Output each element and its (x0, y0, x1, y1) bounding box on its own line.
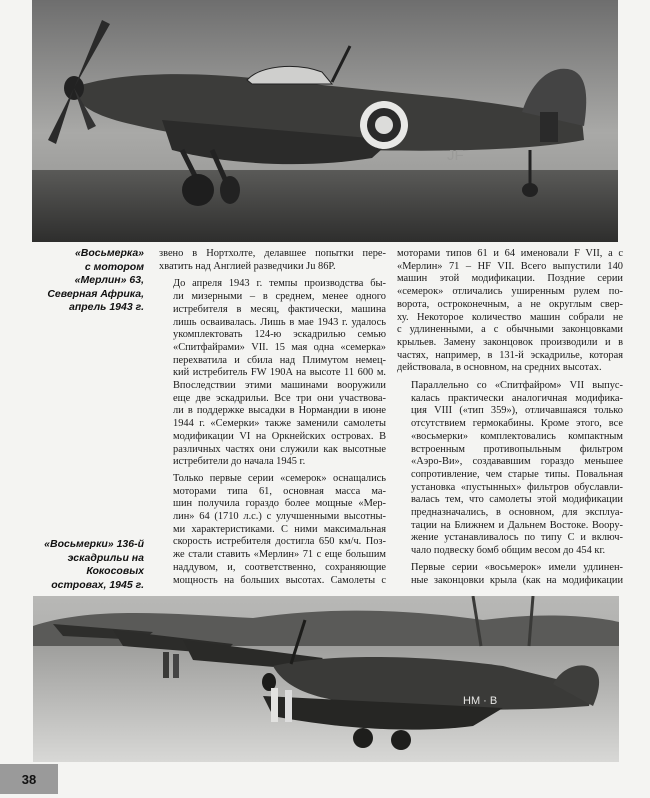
text-line: моторами типа 61, основная масса ма- (173, 485, 386, 497)
text-line: еще две эскадрильи. Все три они участвова- (173, 392, 386, 404)
text-line: различных частях они служили как высотные (173, 443, 386, 455)
caption-line: Кокосовых (86, 565, 144, 578)
text-line: истребителя в месяц, фактически, машина (173, 303, 386, 315)
text-line: сопротивление, чем старые типы. Повальная (411, 468, 623, 480)
photo-caption-bottom (20, 538, 144, 592)
aircraft-code-hm-b: HM · B (463, 695, 498, 707)
text-line: перехватила и сбила над Плимутом немец- (173, 354, 386, 366)
text-column-left (159, 248, 386, 587)
text-line: мощность на больших высотах. Самолеты с (173, 574, 386, 586)
text-line: «Спитфайрами» VII. 15 мая одна «семерка» (173, 341, 386, 353)
caption-line: «Мерлин» 63, (74, 274, 144, 287)
text-line: ные законцовки крыла (как на модификации (411, 574, 623, 586)
text-line: ворота, остроконечным, а не округлым свер- (397, 298, 623, 310)
text-line: крыльев. Замену законцовок производили и в (397, 336, 623, 348)
text-line: модификации VI на Оркнейских островах. В (173, 430, 386, 442)
text-line: лишь осваивалась. Лишь в мае 1943 г. удалось (173, 316, 386, 328)
caption-line: Северная Африка, (47, 287, 144, 300)
text-line: ли в поддержке высадки в Нормандии в июне (173, 405, 386, 417)
text-line: частях, например, в 131-й эскадрилье, которая (397, 349, 623, 361)
text-line: ция VIII («тип 359»), отличавшаяся только (411, 405, 623, 417)
text-line: звено в Нортхолте, делавшее попытки пере- (159, 248, 386, 259)
text-line: До апреля 1943 г. темпы производства бы- (173, 278, 386, 290)
text-line: жение устанавливалось по типу С и включ- (411, 532, 623, 544)
paragraph (159, 248, 386, 273)
text-line: калась практически аналогичная модифика- (411, 392, 623, 404)
text-line: шин получила гораздо более мощные «Мер- (173, 498, 386, 510)
caption-line: островах, 1945 г. (51, 578, 144, 591)
text-line: лин» 64 (1710 л.с.) с улучшенными высотны- (173, 511, 386, 523)
text-line: хватить над Англией разведчики Ju 86P. (159, 260, 336, 272)
text-line: валась тем, что самолеты этой модификации (411, 494, 623, 506)
spitfire-lineup-photo-cocos-islands (33, 596, 619, 762)
photo-caption-top (20, 247, 144, 315)
text-line: машин этой модификации. Поздние серии (397, 273, 623, 285)
caption-line: «Восьмерка» (74, 247, 144, 259)
text-line: «семерок» отличались уширенным рулем по- (397, 286, 623, 298)
paragraph (159, 473, 386, 587)
text-line: Впоследствии этими машинами вооружили (173, 380, 386, 392)
text-line: Первые серии «восьмерок» имели удлинен- (411, 561, 623, 573)
text-line: отсутствием гермокабины. Кроме этого, все (411, 418, 623, 430)
text-line: ми характеристиками. С ними максимальная (173, 523, 386, 535)
text-line: 1944 г. «Семерки» также заменили самолеты (173, 418, 386, 430)
caption-line: с мотором (84, 260, 144, 273)
paragraph (159, 278, 386, 469)
page-number: 38 (0, 764, 58, 794)
text-line: встроенным противопыльным фильтром (411, 443, 623, 455)
text-line: наддувом, и, соответственно, сохраняющие (173, 561, 386, 573)
text-line: действовала, в основном, на средних высотах. (397, 362, 602, 374)
text-line: чало подвеску бомб общим весом до 454 кг. (411, 545, 606, 557)
paragraph (397, 380, 623, 558)
text-line: истребители до начала 1945 г. (173, 456, 306, 468)
text-line: «Мерлин» 71 – HF VII. Всего выпустили 140 (397, 260, 623, 272)
text-line: предназначались, в основном, для эксплуа- (411, 507, 623, 519)
text-line: кий истребитель FW 190A на высоте 11 600 м. (173, 367, 386, 379)
text-line: «восьмерки» комплектовались компактным (411, 430, 623, 442)
caption-line: «Восьмерки» 136-й (44, 538, 144, 550)
aircraft-code-jf: JF (447, 147, 464, 164)
spitfire-photo-north-africa (32, 0, 618, 242)
text-line: скорость истребителя достигла 650 км/ч. Поз- (173, 536, 386, 548)
text-line: «Аэро-Ви», создававшим гораздо меньшее (411, 456, 623, 468)
text-line: моторами типов 61 и 64 именовали F VII, а с (397, 248, 623, 259)
text-line: же стали ставить «Мерлин» 71 с еще большим (173, 549, 386, 561)
text-line: ху. Некоторое количество машин собрали не (397, 311, 623, 323)
text-line: ли мизерными – в среднем, менее одного (173, 291, 386, 303)
paragraph (397, 248, 623, 375)
text-line: с удлиненными, а с обычными законцовками (397, 324, 623, 336)
paragraph (397, 562, 623, 587)
text-line: укомплектовать 124-ю эскадрилью семью (173, 329, 386, 341)
text-line: установка «пустынных» фильтров обуславли- (411, 481, 623, 493)
caption-line: эскадрильи на (67, 551, 144, 564)
caption-line: апрель 1943 г. (69, 301, 144, 314)
text-column-right (397, 248, 623, 587)
text-line: тации на Ближнем и Дальнем Востоке. Воору- (411, 519, 623, 531)
text-line: Параллельно со «Спитфайром» VII выпус- (411, 380, 623, 392)
text-line: Только первые серии «семерок» оснащались (173, 472, 386, 484)
